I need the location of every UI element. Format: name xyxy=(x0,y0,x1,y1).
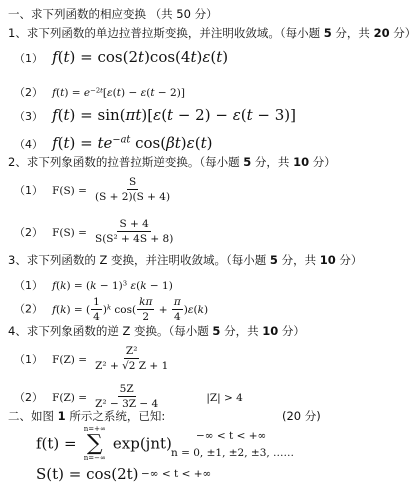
q4-item-1: （1） F(Z) = $\frac{\text{Z²}}{\text{Z² + √2 Z + 1}}$ xyxy=(14,345,169,373)
t-range: −∞ < t < +∞ xyxy=(196,430,267,442)
q2-title: 2、求下列象函数的拉普拉斯逆变换。（每小题 5 分，共 10 分） xyxy=(8,155,336,169)
q1-item-1: （1） f(t) = cos(2t)cos(4t)ε(t) xyxy=(14,48,229,66)
f-definition: f(t) = n=+∞ ∑ n=−∞ exp(jnt) xyxy=(36,425,172,462)
q1-item-2: （2） $f(t) = e^{-2t}[\varepsilon(t) - \varepsilon(t - 2)]$ xyxy=(14,86,185,99)
q3-item-1: （1） $f(k) = (k - 1)^3$ ε(k − 1) xyxy=(14,279,173,292)
q1-item-3: （3） f(t) = sin(πt)[ε(t − 2) − ε(t − 3)] xyxy=(14,106,296,124)
n-range: n = 0, ±1, ±2, ±3, …… xyxy=(171,447,295,459)
roc-label: |Z| > 4 xyxy=(206,392,243,405)
q1-item-4: （4） $f(t) = te^{-at}$ cos(βt)ε(t) xyxy=(14,134,213,152)
q3-title: 3、求下列函数的 Z 变换，并注明收敛域。（每小题 5 分，共 10 分） xyxy=(8,253,363,267)
section2-points: (20 分) xyxy=(282,409,321,423)
q1-title: 1、求下列函数的单边拉普拉斯变换，并注明收敛域。（每小题 5 分，共 20 分） xyxy=(8,26,417,40)
q2-item-2: （2） F(S) = $\frac{S + 4}{\text{S(S² + 4S + 8)}}$ xyxy=(14,218,174,246)
q4-title: 4、求下列象函数的逆 Z 变换。（每小题 5 分，共 10 分） xyxy=(8,324,305,338)
section2-heading: 二、如图 1 所示之系统，已知: xyxy=(8,409,166,423)
s-range: −∞ < t < +∞ xyxy=(141,468,212,480)
q2-item-1: （1） F(S) = $\frac{S}{(S + 2)(S + 4)}$ xyxy=(14,176,171,204)
section1-heading: 一、求下列函数的相应变换 （共 50 分） xyxy=(8,7,218,21)
q4-item-2: （2） F(Z) = $\frac{5Z}{\text{Z² − 3Z − 4}}$ |Z| > 4 xyxy=(14,383,243,411)
q3-item-2: （2） f(k) = ( $\frac{1}{4}$ )$^k$ cos( $\frac{k\pi}{2}$ + $\frac{\pi}{4}$ )ε(k) xyxy=(14,296,209,324)
s-definition: S(t) = cos(2t) xyxy=(36,465,139,483)
